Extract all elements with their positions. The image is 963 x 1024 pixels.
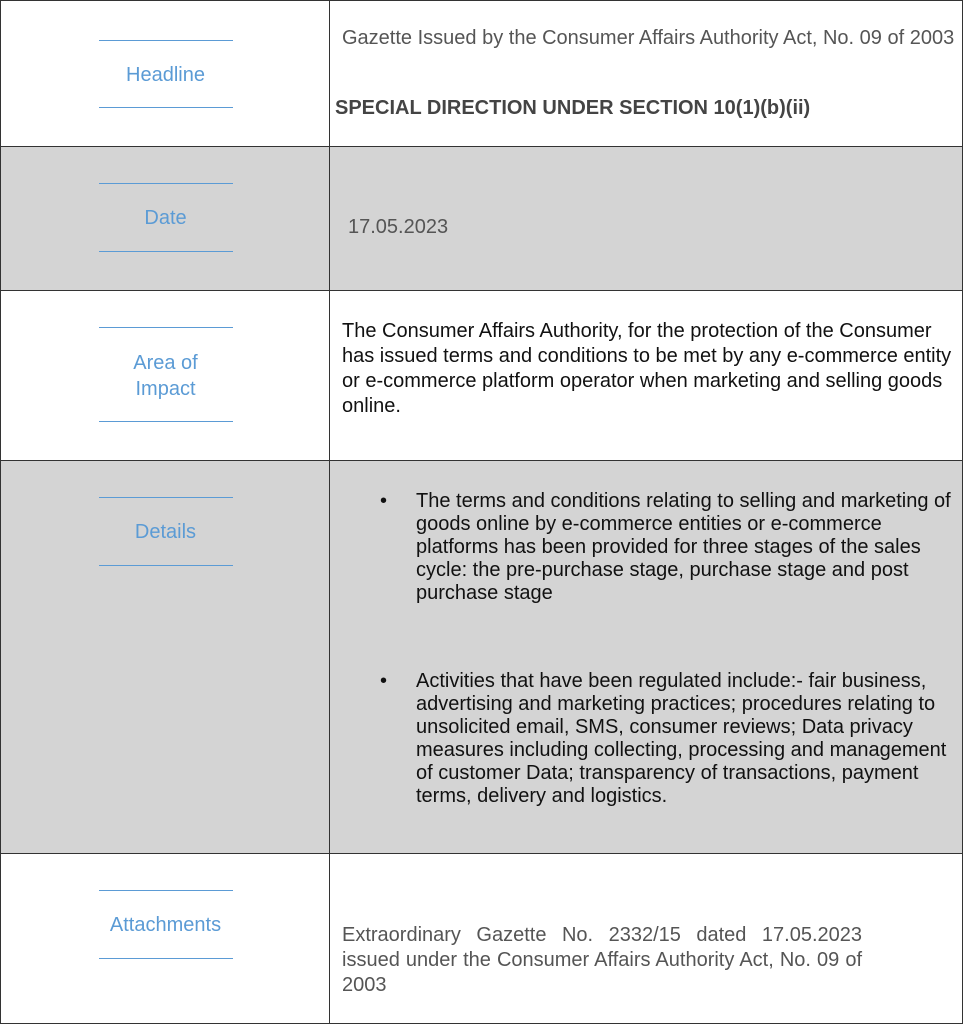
details-bullet-list	[342, 490, 954, 808]
headline-subtitle: SPECIAL DIRECTION UNDER SECTION 10(1)(b)(ii)	[335, 97, 811, 119]
details-label-cell	[1, 461, 330, 853]
headline-label: Headline	[126, 64, 205, 86]
attachments-row	[0, 853, 963, 1024]
date-label: Date	[144, 207, 187, 229]
headline-row	[0, 0, 963, 146]
area-label-line2: Impact	[135, 378, 196, 400]
label-rule-top	[99, 890, 233, 891]
label-rule-bottom	[99, 958, 233, 959]
bullet-icon: •	[380, 670, 388, 692]
label-rule-bottom	[99, 565, 233, 566]
details-row	[0, 460, 963, 853]
label-rule-top	[99, 183, 233, 184]
list-item	[342, 670, 954, 808]
date-row	[0, 146, 963, 290]
list-item	[342, 490, 954, 605]
area-label-cell	[1, 291, 330, 460]
date-label-cell	[1, 147, 330, 290]
label-rule-bottom	[99, 251, 233, 252]
attachments-label-cell	[1, 854, 330, 1023]
area-label-line1: Area of	[133, 352, 198, 374]
area-text: The Consumer Affairs Authority, for the protection of the Consumer has issued terms and conditions to be met by any e-commerce entity or e-commerce platform operator when marketing and selling goods online.	[342, 320, 952, 417]
label-rule-top	[99, 40, 233, 41]
headline-label-cell	[1, 1, 330, 146]
headline-text: Gazette Issued by the Consumer Affairs Authority Act, No. 09 of 2003	[342, 27, 955, 49]
attachments-label: Attachments	[109, 914, 222, 936]
label-rule-bottom	[99, 421, 233, 422]
area-of-impact-row	[0, 290, 963, 460]
date-value: 17.05.2023	[348, 216, 449, 238]
attachments-text: Extraordinary Gazette No. 2332/15 dated 17.05.2023 issued under the Consumer Affairs Authority Act, No. 09 of 2003	[342, 924, 862, 996]
label-rule-bottom	[99, 107, 233, 108]
bullet-icon: •	[380, 490, 388, 512]
label-rule-top	[99, 327, 233, 328]
details-label: Details	[134, 521, 197, 543]
bullet-text: Activities that have been regulated include:- fair business, advertising and marketing practices; procedures relating to unsolicited email, SMS, consumer reviews; Data privacy measures including collecting, processing and management of customer Data; transparency of transactions, payment terms, delivery and logistics.	[416, 670, 947, 807]
bullet-text: The terms and conditions relating to selling and marketing of goods online by e-commerce entities or e-commerce platforms has been provided for three stages of the sales cycle: the pre-purchase stage, purchase stage and post purchase stage	[416, 490, 951, 604]
label-rule-top	[99, 497, 233, 498]
